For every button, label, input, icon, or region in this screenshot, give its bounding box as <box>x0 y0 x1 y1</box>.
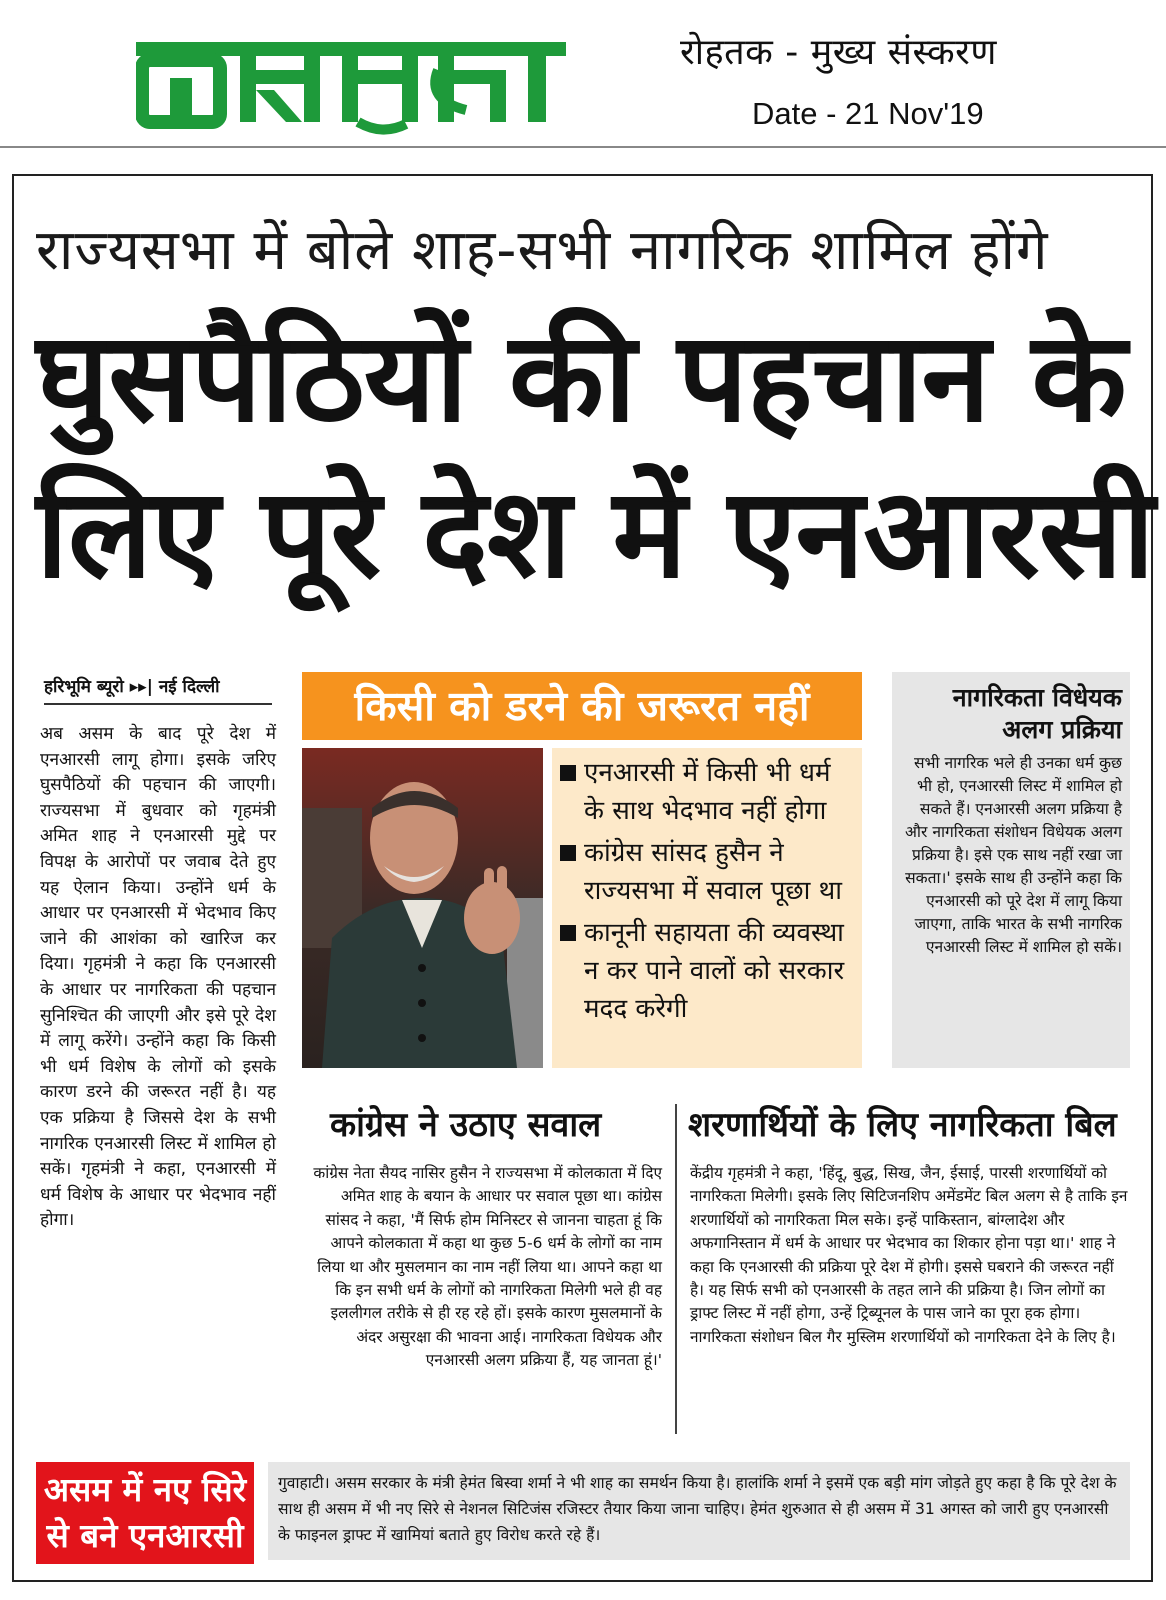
masthead-rule <box>0 146 1166 148</box>
refugees-section-title: शरणार्थियों के लिए नागरिकता बिल <box>688 1105 1117 1145</box>
assam-label-line-1: असम में नए सिरे <box>43 1470 247 1509</box>
highlight-point-text: कानूनी सहायता की व्यवस्था न कर पाने वालों को सरकार मदद करेगी <box>584 918 845 1024</box>
speaker-photo-image <box>302 748 543 1068</box>
publish-date: Date - 21 Nov'19 <box>752 96 984 131</box>
sidebar-text: सभी नागरिक भले ही उनका धर्म कुछ भी हो, एनआरसी लिस्ट में शामिल हो सकते हैं। एनआरसी अलग प्रक्रिया है और नागरिकता संशोधन विधेयक अलग प्रक्रिया है। इसे एक साथ नहीं रखा जा सकता।' इसके साथ ही उन्होंने कहा कि एनआरसी को पूरे देश में लागू किया जाएगा, ताकि भारत के सभी नागरिक एनआरसी लिस्ट में शामिल हो सकें। <box>905 754 1122 956</box>
haribhoomi-logo-image <box>136 30 566 140</box>
highlight-banner: किसी को डरने की जरूरत नहीं <box>302 672 862 740</box>
highlight-points <box>552 748 862 1068</box>
article-headline <box>36 300 1154 612</box>
highlight-point-text: एनआरसी में किसी भी धर्म के साथ भेदभाव नहीं होगा <box>584 758 831 826</box>
highlight-point <box>560 834 854 910</box>
assam-text-box: गुवाहाटी। असम सरकार के मंत्री हेमंत बिस्वा शर्मा ने भी शाह का समर्थन किया है। हालांकि शर्मा ने इसमें एक बड़ी मांग जोड़ते हुए कहा है कि पूरे देश के साथ ही असम में भी नए सिरे से नेशनल सिटिजंस रजिस्टर तैयार किया जाना चाहिए। हेमंत शुरुआत से ही असम में 31 अगस्त को जारी हुए एनआरसी के फाइनल ड्राफ्ट में खामियां बताते हुए विरोध करते रहे हैं। <box>268 1462 1130 1560</box>
headline-line-2: लिए पूरे देश में एनआरसी <box>36 462 1154 606</box>
byline: हरिभूमि ब्यूरो ▸▸| नई दिल्ली <box>44 674 272 705</box>
assam-label <box>36 1462 254 1564</box>
sidebar-title-line-1: नागरिकता विधेयक <box>952 683 1122 712</box>
refugees-section-text: केंद्रीय गृहमंत्री ने कहा, 'हिंदू, बुद्ध, सिख, जैन, ईसाई, पारसी शरणार्थियों को नागरिकता मिलेगी। इसके लिए सिटिजनशिप अमेंडमेंट बिल अलग से है ताकि इन शरणार्थियों को नागरिकता मिल सके। इन्हें पाकिस्तान, बांग्लादेश और अफगानिस्तान में धर्म के आधार पर भेदभाव का शिकार होना पड़ा था।' शाह ने कहा कि एनआरसी की प्रक्रिया पूरे देश में होगी। इससे घबराने की जरूरत नहीं है। यह सिर्फ सभी को एनआरसी के तहत लाने की प्रक्रिया है। जिन लोगों का ड्राफ्ट लिस्ट में नहीं होगा, उन्हें ट्रिब्यूनल के पास जाने का पूरा हक होगा। नागरिकता संशोधन बिल गैर मुस्लिम शरणार्थियों को नागरिकता देने के लिए है। <box>690 1164 1128 1346</box>
highlight-point <box>560 914 854 1028</box>
congress-section-text: कांग्रेस नेता सैयद नासिर हुसैन ने राज्यसभा में कोलकाता में दिए अमित शाह के बयान के आधार पर सवाल पूछा था। कांग्रेस सांसद ने कहा, 'मैं सिर्फ होम मिनिस्टर से जानना चाहता हूं कि आपने कोलकाता में कहा था कुछ 5-6 धर्म के लोगों का नाम लिया था और मुसलमान का नाम नहीं लिया था। आपने कहा था कि इन सभी धर्म के लोगों को नागरिकता मिलेगी भले ही वह इललीगल तरीके से ही रह रहे हों। इसके कारण मुसलमानों के अंदर असुरक्षा की भावना आई। नागरिकता विधेयक और एनआरसी अलग प्रक्रिया हैं, यह जानता हूं।' <box>313 1164 662 1370</box>
bullet-square-icon <box>560 765 576 781</box>
citizenship-bill-sidebar <box>892 672 1130 1068</box>
highlight-point <box>560 754 854 830</box>
masthead-logo <box>136 30 566 140</box>
bullet-square-icon <box>560 925 576 941</box>
column-divider <box>675 1104 677 1434</box>
edition-label: रोहतक - मुख्य संस्करण <box>680 32 997 73</box>
highlight-point-text: कांग्रेस सांसद हुसैन ने राज्यसभा में सवाल पूछा था <box>584 838 842 906</box>
assam-label-line-2: से बने एनआरसी <box>46 1516 244 1555</box>
article-kicker: राज्यसभा में बोले शाह-सभी नागरिक शामिल होंगे <box>36 218 1049 283</box>
headline-line-1: घुसपैठियों की पहचान के <box>36 306 1126 450</box>
sidebar-title-line-2: अलग प्रक्रिया <box>1002 715 1122 744</box>
article-body: अब असम के बाद पूरे देश में एनआरसी लागू होगा। इसके जरिए घुसपैठियों की पहचान की जाएगी। राज्यसभा में बुधवार को गृहमंत्री अमित शाह ने एनआरसी मुद्दे पर विपक्ष के आरोपों पर जवाब देते हुए यह ऐलान किया। उन्होंने धर्म के आधार पर एनआरसी में भेदभाव किए जाने की आशंका को खारिज कर दिया। गृहमंत्री ने कहा कि एनआरसी के आधार पर नागरिकता की पहचान सुनिश्चित की जाएगी और इसे पूरे देश में लागू करेंगे। उन्होंने कहा कि किसी भी धर्म विशेष के लोगों को इसके कारण डरने की जरूरत नहीं है। यह एक प्रक्रिया है जिससे देश के सभी नागरिक एनआरसी लिस्ट में शामिल हो सकें। गृहमंत्री ने कहा, एनआरसी में धर्म विशेष के आधार पर भेदभाव नहीं होगा। <box>40 724 276 1231</box>
congress-section-title: कांग्रेस ने उठाए सवाल <box>330 1105 602 1145</box>
bullet-square-icon <box>560 845 576 861</box>
amit-shah-photo <box>302 748 543 1068</box>
